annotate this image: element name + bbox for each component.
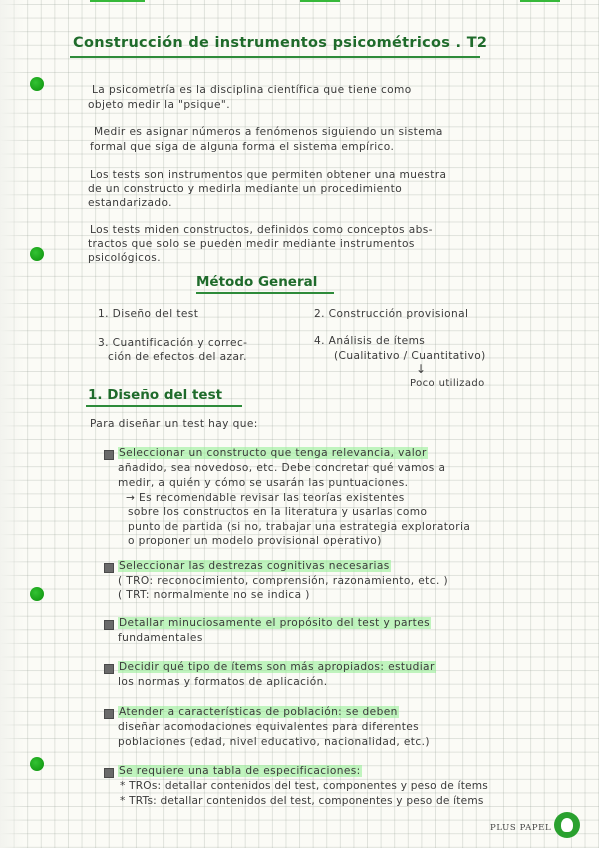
checkbox-bullet	[104, 664, 114, 674]
top-marker-1	[90, 0, 145, 2]
heading-underline	[86, 405, 242, 407]
diseno-line: Atender a características de población: se deben	[119, 706, 398, 718]
diseno-line: fundamentales	[118, 632, 203, 644]
page-title: Construcción de instrumentos psicométricos . T2	[73, 35, 488, 51]
diseno-lead: Para diseñar un test hay que:	[90, 418, 258, 430]
diseno-line: los normas y formatos de aplicación.	[118, 676, 328, 688]
section-heading-diseno: 1. Diseño del test	[88, 387, 223, 403]
top-marker-2	[300, 0, 340, 2]
binder-hole	[30, 77, 44, 91]
diseno-line: ( TRT: normalmente no se indica )	[118, 589, 310, 601]
intro-line: de un constructo y medirla mediante un procedimiento	[88, 183, 403, 195]
diseno-line: o proponer un modelo provisional operativo)	[128, 535, 382, 547]
diseno-line: poblaciones (edad, nivel educativo, nacionalidad, etc.)	[118, 736, 430, 748]
binder-hole	[30, 587, 44, 601]
checkbox-bullet	[104, 709, 114, 719]
intro-line: Medir es asignar números a fenómenos siguiendo un sistema	[94, 126, 443, 138]
brand-logo-icon	[554, 812, 580, 838]
intro-line: tractos que solo se pueden medir mediante instrumentos	[88, 238, 415, 250]
intro-line: Los tests son instrumentos que permiten obtener una muestra	[90, 169, 447, 181]
method-note: Poco utilizado	[410, 378, 485, 389]
diseno-line: diseñar acomodaciones equivalentes para diferentes	[118, 721, 420, 733]
diseno-line: punto de partida (si no, trabajar una estrategia exploratoria	[128, 521, 471, 533]
method-step: 4. Análisis de ítems	[314, 335, 426, 347]
title-underline	[70, 56, 480, 58]
checkbox-bullet	[104, 563, 114, 573]
diseno-line: sobre los constructos en la literatura y usarlas como	[128, 506, 428, 518]
checkbox-bullet	[104, 620, 114, 630]
binder-hole	[30, 247, 44, 261]
diseno-line: medir, a quién y cómo se usarán las puntuaciones.	[118, 477, 409, 489]
diseno-line: → Es recomendable revisar las teorías existentes	[126, 492, 405, 504]
method-step: ción de efectos del azar.	[108, 351, 247, 363]
diseno-line: añadido, sea novedoso, etc. Debe concretar qué vamos a	[118, 462, 446, 474]
top-marker-3	[520, 0, 560, 2]
brand-name: PLUS PAPEL	[490, 823, 552, 833]
intro-line: objeto medir la "psique".	[88, 99, 230, 111]
page-edge	[0, 0, 24, 848]
section-heading-metodo: Método General	[196, 274, 318, 290]
binder-hole	[30, 757, 44, 771]
diseno-line: Se requiere una tabla de especificaciones:	[119, 765, 361, 777]
diseno-line: * TROs: detallar contenidos del test, componentes y peso de ítems	[120, 780, 488, 792]
method-step: 3. Cuantificación y correc-	[98, 337, 248, 349]
checkbox-bullet	[104, 450, 114, 460]
method-step: 1. Diseño del test	[98, 308, 199, 320]
diseno-line: ( TRO: reconocimiento, comprensión, razonamiento, etc. )	[118, 575, 449, 587]
intro-line: formal que siga de alguna forma el sistema empírico.	[90, 141, 395, 153]
intro-line: estandarizado.	[88, 197, 172, 209]
diseno-line: Detallar minuciosamente el propósito del test y partes	[119, 617, 431, 629]
down-arrow-icon: ↓	[416, 362, 427, 376]
heading-underline	[196, 292, 334, 294]
diseno-line: Seleccionar un constructo que tenga relevancia, valor	[119, 447, 427, 459]
diseno-line: Decidir qué tipo de ítems son más apropiados: estudiar	[119, 661, 435, 673]
intro-line: Los tests miden constructos, definidos como conceptos abs-	[90, 224, 433, 236]
diseno-line: Seleccionar las destrezas cognitivas necesarias	[119, 560, 390, 572]
method-step: (Cualitativo / Cuantitativo)	[334, 350, 486, 362]
intro-line: psicológicos.	[88, 252, 161, 264]
diseno-line: * TRTs: detallar contenidos del test, componentes y peso de ítems	[120, 795, 484, 807]
checkbox-bullet	[104, 768, 114, 778]
method-step: 2. Construcción provisional	[314, 308, 469, 320]
intro-line: La psicometría es la disciplina científica que tiene como	[92, 84, 412, 96]
